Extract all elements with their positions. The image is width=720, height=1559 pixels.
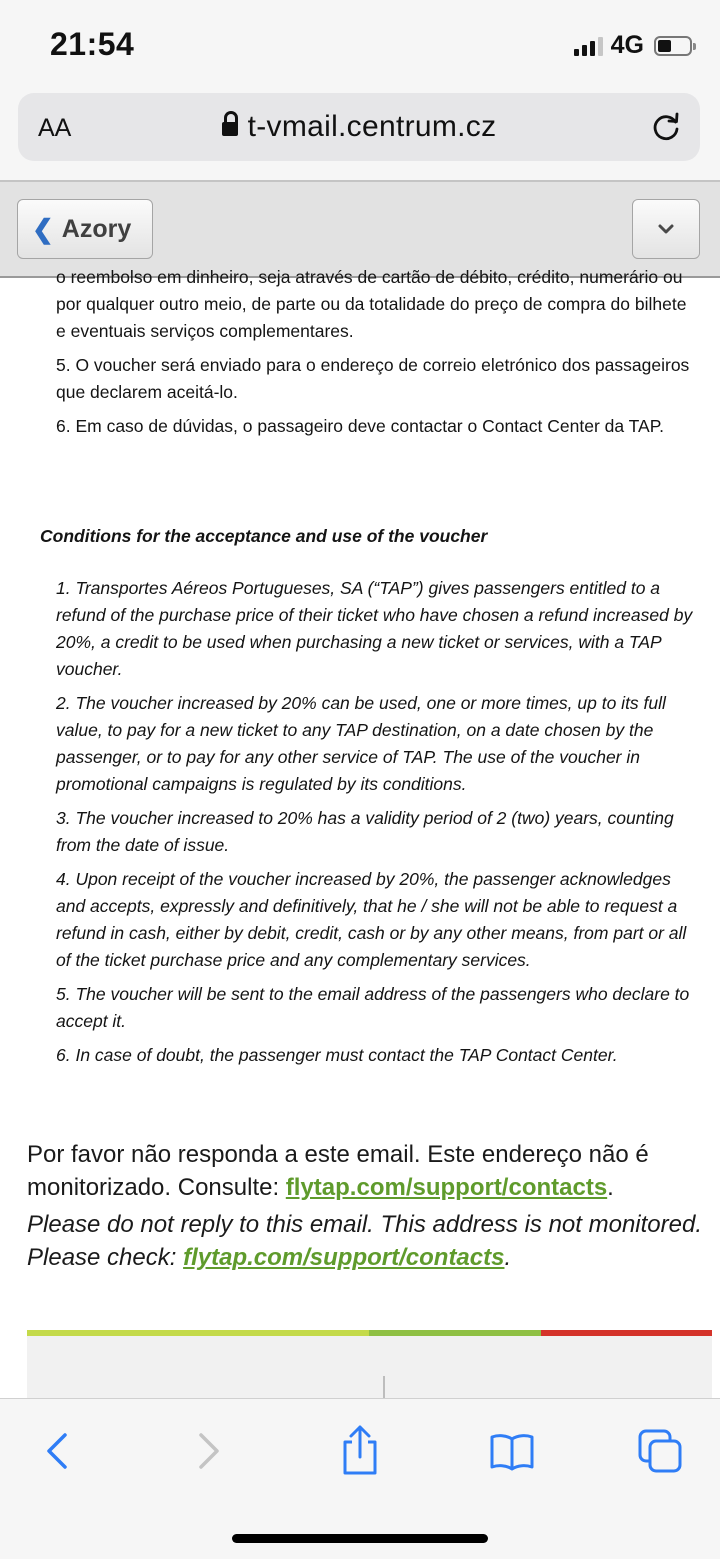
- status-bar: [0, 0, 720, 88]
- network-type: 4G: [610, 31, 644, 59]
- url-display[interactable]: [18, 110, 700, 144]
- share-icon[interactable]: [336, 1423, 384, 1477]
- address-bar[interactable]: [18, 93, 700, 161]
- tabs-icon[interactable]: [636, 1427, 684, 1475]
- en-item: 4. Upon receipt of the voucher increased by 20%, the passenger acknowledges and accepts, expressly and definitively, that he / she will not be able to request a refund in cash, either by debit, credit, cash or by any other means, from part or all of the ticket purchase price and any complementary services.: [56, 869, 687, 970]
- pt-item: 5. O voucher será enviado para o endereço de correio eletrónico dos passageiros que declarem aceitá-lo.: [56, 355, 690, 402]
- menu-button[interactable]: [632, 199, 700, 259]
- pt-item: 6. Em caso de dúvidas, o passageiro deve contactar o Contact Center da TAP.: [56, 416, 664, 436]
- footer-en-period: .: [504, 1244, 512, 1271]
- chevron-left-icon: ❮: [32, 213, 54, 244]
- reload-icon[interactable]: [648, 109, 684, 145]
- email-body: [0, 267, 720, 1398]
- battery-icon: [654, 36, 692, 56]
- browser-toolbar: [0, 1398, 720, 1559]
- footer-notice-pt: [27, 1138, 707, 1204]
- pt-item: o reembolso em dinheiro, seja através de cartão de débito, crédito, numerário ou por qualquer outro meio, de parte ou da totalidade do preço de compra do bilhete e eventuais serviços complementares.: [56, 267, 687, 341]
- status-time: 21:54: [50, 26, 135, 62]
- footer-pt-period: .: [607, 1174, 614, 1201]
- portuguese-conditions: [56, 264, 696, 447]
- lock-icon: [222, 117, 238, 137]
- en-item: 3. The voucher increased to 20% has a validity period of 2 (two) years, counting from the date of issue.: [56, 808, 674, 855]
- back-to-folder-button[interactable]: [17, 199, 153, 259]
- text-size-label: AA: [38, 114, 72, 142]
- back-arrow-icon[interactable]: [34, 1427, 82, 1475]
- support-link-en[interactable]: flytap.com/support/contacts: [183, 1244, 505, 1271]
- bookmarks-icon[interactable]: [488, 1427, 536, 1475]
- conditions-heading: Conditions for the acceptance and use of the voucher: [40, 526, 488, 546]
- back-button-label: Azory: [61, 214, 132, 243]
- chevron-down-icon: [658, 224, 674, 234]
- footer-pt-text: Por favor não responda a este email. Este endereço não é monitorizado. Consulte:: [27, 1141, 649, 1201]
- browser-header: [0, 88, 720, 180]
- en-item: 2. The voucher increased by 20% can be used, one or more times, up to its full value, to pay for a new ticket to any TAP destination, on a date chosen by the passenger, or to pay for any other service of TAP. The use of the voucher in promotional campaigns is regulated by its conditions.: [56, 693, 666, 794]
- footer-separator: [383, 1376, 385, 1398]
- en-item: 6. In case of doubt, the passenger must contact the TAP Contact Center.: [56, 1045, 618, 1065]
- en-item: 1. Transportes Aéreos Portugueses, SA (“TAP”) gives passengers entitled to a refund of the purchase price of their ticket who have chosen a refund increased by 20%, a credit to be used when purchasing a new ticket or services, with a TAP voucher.: [56, 578, 693, 679]
- home-indicator: [232, 1534, 488, 1543]
- footer-panel: [27, 1336, 712, 1398]
- footer-en-text: Please do not reply to this email. This address is not monitored. Please check:: [27, 1211, 702, 1271]
- support-link-pt[interactable]: flytap.com/support/contacts: [285, 1174, 608, 1201]
- signal-icon: [574, 36, 603, 56]
- forward-arrow-icon[interactable]: [184, 1427, 232, 1475]
- footer-notice-en: [27, 1208, 707, 1274]
- en-item: 5. The voucher will be sent to the email address of the passengers who declare to accept it.: [56, 984, 690, 1031]
- url-text: t-vmail.centrum.cz: [247, 110, 497, 143]
- status-indicators: [574, 31, 692, 60]
- english-conditions: [56, 575, 701, 1076]
